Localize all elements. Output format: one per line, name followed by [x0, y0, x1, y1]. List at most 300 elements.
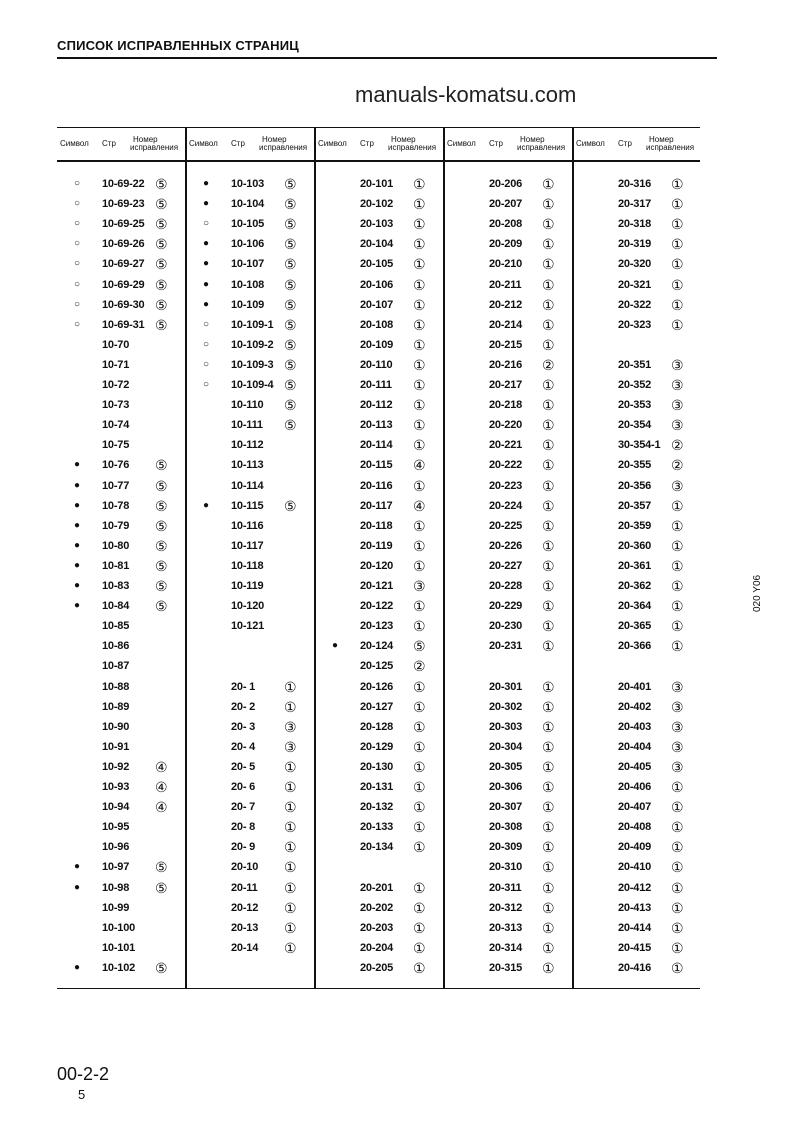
table-row — [315, 597, 444, 615]
page-number: 20-121 — [360, 580, 394, 592]
table-row — [315, 255, 444, 273]
table-row — [444, 758, 573, 776]
page-title: СПИСОК ИСПРАВЛЕННЫХ СТРАНИЦ — [57, 38, 299, 53]
revision-number: ① — [542, 176, 555, 192]
table-row — [573, 517, 702, 535]
revision-number: ① — [284, 919, 297, 936]
revision-symbol: ● — [73, 961, 81, 973]
table-row — [315, 899, 444, 917]
revision-number: ⑤ — [155, 276, 168, 293]
revision-number: ① — [671, 618, 684, 635]
page-number: 10-69-23 — [102, 198, 145, 211]
page-number: 10-115 — [231, 499, 264, 512]
table-row — [573, 597, 702, 615]
revision-number: ② — [671, 457, 684, 474]
revision-number: ⑤ — [155, 216, 168, 233]
table-row — [444, 798, 573, 816]
footer-page-number: 5 — [78, 1087, 86, 1102]
page-number: 10-69-22 — [102, 178, 145, 190]
table-row — [57, 416, 186, 434]
table-row — [444, 899, 573, 917]
table-row — [444, 838, 573, 856]
page-number: 10-119 — [231, 580, 264, 592]
table-row — [573, 637, 702, 655]
table-row — [186, 477, 315, 495]
revision-number: ① — [671, 959, 684, 976]
table-row — [573, 879, 702, 897]
table-row — [573, 778, 702, 796]
revision-symbol: ● — [73, 580, 81, 591]
revision-number: ① — [413, 779, 426, 795]
page-number: 10-99 — [102, 901, 130, 914]
revision-number: ⑤ — [155, 256, 168, 273]
page-number: 30-354-1 — [618, 439, 661, 452]
revision-number: ① — [542, 859, 555, 876]
revision-number: ③ — [671, 356, 684, 373]
table-row — [573, 577, 702, 595]
page-number: 20-225 — [489, 519, 523, 532]
page-number: 20-314 — [489, 941, 523, 954]
table-row — [57, 959, 186, 977]
page-number: 20-210 — [489, 258, 523, 271]
table-row — [573, 798, 702, 816]
table-row — [186, 738, 315, 756]
page-number: 10-118 — [231, 559, 264, 572]
table-row — [315, 215, 444, 233]
header-revision-line2: исправления — [517, 143, 566, 152]
page-number: 20-10 — [231, 861, 259, 874]
page-number: 20- 8 — [231, 821, 256, 834]
revision-number: ① — [284, 799, 297, 816]
revision-number: ① — [413, 598, 426, 615]
table-row — [573, 456, 702, 474]
revision-number: ③ — [671, 758, 684, 775]
revision-number: ① — [413, 196, 426, 213]
table-row — [444, 235, 573, 253]
table-row — [444, 296, 573, 314]
page-number: 20-134 — [360, 841, 394, 854]
page-number: 20-415 — [618, 941, 652, 954]
page-number: 20-122 — [360, 600, 394, 613]
table-row — [444, 255, 573, 273]
table-row — [57, 657, 186, 675]
page-number: 20-206 — [489, 178, 523, 190]
page-number: 10-106 — [231, 238, 265, 251]
table-row — [186, 436, 315, 454]
revision-symbol: ● — [202, 258, 210, 270]
table-row — [573, 296, 702, 314]
page-number: 20-401 — [618, 680, 652, 693]
page-number: 20-133 — [360, 821, 394, 834]
table-row — [57, 436, 186, 454]
column-group — [186, 128, 315, 988]
table-row — [57, 336, 186, 354]
table-row — [444, 195, 573, 213]
header-symbol: Символ — [189, 139, 218, 148]
table-row — [315, 195, 444, 213]
page-number: 20-223 — [489, 479, 523, 492]
revision-number: ⑤ — [155, 959, 168, 976]
table-row — [315, 879, 444, 897]
page-number: 10-69-26 — [102, 238, 145, 251]
table-row — [573, 215, 702, 233]
table-row — [315, 235, 444, 253]
revision-number: ① — [542, 276, 555, 293]
revision-number: ① — [671, 779, 684, 795]
column-group — [444, 128, 573, 988]
revision-number: ① — [542, 196, 555, 213]
page-number: 20-11 — [231, 881, 258, 894]
page-number: 20-131 — [360, 781, 394, 793]
header-symbol: Символ — [447, 139, 476, 148]
table-row — [444, 356, 573, 374]
revision-number: ① — [542, 517, 555, 534]
revision-number: ① — [542, 738, 555, 755]
revision-number: ① — [671, 216, 684, 233]
revision-symbol: ○ — [202, 379, 210, 390]
page-number: 20-114 — [360, 439, 393, 452]
revision-number: ① — [542, 578, 555, 594]
page-number: 20-352 — [618, 379, 652, 391]
table-row — [444, 959, 573, 977]
page-number: 20-105 — [360, 258, 394, 271]
table-row — [315, 718, 444, 736]
table-row — [186, 939, 315, 957]
table-row — [186, 316, 315, 334]
page-number: 20-321 — [618, 278, 652, 291]
page-number: 10-79 — [102, 519, 130, 532]
page-number: 20- 5 — [231, 760, 256, 773]
revision-number: ① — [284, 758, 297, 775]
revision-number: ① — [413, 879, 426, 896]
table-row — [573, 235, 702, 253]
revision-number: ④ — [413, 457, 426, 474]
revision-number: ③ — [671, 738, 684, 755]
table-row — [57, 477, 186, 495]
revision-number: ① — [542, 919, 555, 936]
page-number: 10-84 — [102, 600, 130, 613]
table-row — [57, 718, 186, 736]
revision-number: ① — [542, 758, 555, 775]
page-number: 20-230 — [489, 620, 523, 633]
revision-number: ① — [671, 537, 684, 554]
page-number: 20-323 — [618, 318, 652, 331]
table-row — [57, 818, 186, 836]
revision-number: ① — [413, 216, 426, 233]
table-row — [186, 175, 315, 193]
revision-number: ① — [542, 377, 555, 393]
page-number: 10-72 — [102, 379, 130, 391]
page-number: 20-129 — [360, 740, 394, 753]
revision-symbol: ○ — [202, 338, 210, 350]
table-row — [57, 798, 186, 816]
header-revision-line1: Номер — [649, 135, 674, 144]
revision-number: ① — [671, 819, 684, 836]
revision-number: ① — [542, 939, 555, 956]
page-number: 10-85 — [102, 620, 130, 633]
table-row — [57, 396, 186, 414]
revision-number: ③ — [284, 738, 297, 755]
revision-number: ① — [542, 839, 555, 856]
revision-number: ⑤ — [284, 316, 297, 333]
table-row — [573, 255, 702, 273]
table-row — [57, 517, 186, 535]
revision-number: ③ — [671, 477, 684, 494]
table-row — [57, 235, 186, 253]
revision-number: ① — [284, 779, 297, 795]
revision-number: ① — [671, 919, 684, 936]
page-number: 20-413 — [618, 901, 652, 914]
header-revision-line2: исправления — [388, 143, 437, 152]
revision-number: ① — [542, 437, 555, 454]
page-number: 20-116 — [360, 479, 393, 492]
page-number: 10-73 — [102, 399, 130, 412]
page-number: 10-87 — [102, 660, 130, 673]
page-number: 10-100 — [102, 921, 136, 934]
header-revision — [388, 136, 436, 152]
table-row — [444, 557, 573, 575]
page-number: 20-408 — [618, 821, 652, 834]
header-page: Стр — [489, 139, 503, 148]
page-number: 20-216 — [489, 358, 523, 371]
revision-number: ① — [413, 919, 426, 936]
table-row — [57, 356, 186, 374]
table-row — [57, 838, 186, 856]
revision-number: ⑤ — [155, 578, 168, 594]
table-row — [573, 899, 702, 917]
revision-number: ① — [542, 718, 555, 735]
table-row — [57, 597, 186, 615]
page-number: 10-109-2 — [231, 338, 274, 351]
page-number: 20-360 — [618, 539, 652, 552]
revision-number: ① — [284, 859, 297, 876]
table-row — [444, 537, 573, 555]
table-row — [444, 637, 573, 655]
page-number: 20- 7 — [231, 801, 256, 814]
header-revision — [130, 136, 178, 152]
table-row — [186, 718, 315, 736]
page-number: 20-405 — [618, 760, 652, 773]
revision-symbol: ○ — [73, 278, 81, 290]
page-number: 20-209 — [489, 238, 523, 251]
revision-symbol: ● — [202, 198, 210, 210]
page-number: 10-93 — [102, 781, 130, 793]
revision-number: ① — [671, 296, 684, 313]
revision-number: ① — [413, 236, 426, 253]
table-row — [57, 617, 186, 635]
table-row — [186, 798, 315, 816]
revision-number: ① — [413, 618, 426, 635]
page-number: 20-14 — [231, 941, 259, 954]
table-row — [573, 858, 702, 876]
revision-number: ① — [542, 819, 555, 836]
page-number: 20-104 — [360, 238, 394, 251]
table-row — [57, 316, 186, 334]
table-row — [315, 436, 444, 454]
page-number: 20-12 — [231, 901, 259, 914]
page-number: 20-202 — [360, 901, 394, 914]
page-number: 10-102 — [102, 961, 136, 974]
table-row — [315, 678, 444, 696]
page-number: 10-104 — [231, 198, 265, 211]
table-row — [186, 597, 315, 615]
page-number: 20-319 — [618, 238, 652, 251]
revision-number: ⑤ — [284, 176, 297, 192]
revision-symbol: ○ — [73, 238, 81, 250]
revision-number: ① — [671, 598, 684, 615]
page-number: 20-356 — [618, 479, 652, 492]
table-row — [57, 195, 186, 213]
table-row — [444, 939, 573, 957]
revision-number: ① — [542, 316, 555, 333]
page-number: 10-69-31 — [102, 318, 145, 331]
revision-number: ③ — [671, 397, 684, 414]
page-number: 20-353 — [618, 399, 652, 412]
page-number: 20-125 — [360, 660, 394, 673]
revision-number: ⑤ — [284, 377, 297, 393]
table-row — [57, 537, 186, 555]
table-row — [573, 758, 702, 776]
table-row — [573, 838, 702, 856]
page-number: 20-406 — [618, 781, 652, 793]
page-number: 20-410 — [618, 861, 652, 874]
page-number: 10-80 — [102, 539, 130, 552]
page-number: 20-126 — [360, 680, 394, 693]
side-code: 020 Y06 — [752, 574, 763, 612]
header-revision-line2: исправления — [259, 143, 308, 152]
page-number: 20-203 — [360, 921, 394, 934]
table-row — [444, 336, 573, 354]
revision-number: ① — [671, 799, 684, 816]
header-page: Стр — [231, 139, 245, 148]
table-row — [444, 436, 573, 454]
revision-number: ④ — [413, 497, 426, 514]
table-row — [444, 517, 573, 535]
page-number: 20-123 — [360, 620, 394, 633]
page-number: 10-90 — [102, 720, 130, 733]
page-number: 10-96 — [102, 841, 130, 854]
page-number: 10-70 — [102, 338, 130, 351]
page-number: 20-204 — [360, 941, 394, 954]
table-row — [573, 919, 702, 937]
table-row — [573, 718, 702, 736]
table-row — [315, 296, 444, 314]
page-number: 20-313 — [489, 921, 523, 934]
table-row — [57, 296, 186, 314]
revision-number: ① — [542, 256, 555, 273]
table-row — [573, 818, 702, 836]
revision-number: ① — [542, 638, 555, 655]
column-group — [315, 128, 444, 988]
revision-number: ① — [413, 959, 426, 976]
revision-number: ① — [413, 718, 426, 735]
table-row — [315, 376, 444, 394]
table-row — [186, 456, 315, 474]
table-row — [444, 577, 573, 595]
table-row — [315, 497, 444, 515]
table-row — [444, 698, 573, 716]
page-number: 20-101 — [360, 178, 394, 190]
table-row — [315, 698, 444, 716]
table-row — [57, 557, 186, 575]
revision-number: ⑤ — [284, 336, 297, 353]
page-number: 10-75 — [102, 439, 130, 452]
page-number: 20-120 — [360, 559, 394, 572]
page-number: 10-69-30 — [102, 298, 145, 311]
page-number: 20-301 — [489, 680, 523, 693]
revision-symbol: ● — [202, 238, 210, 250]
revision-number: ① — [542, 678, 555, 695]
revision-number: ⑤ — [155, 196, 168, 213]
revision-number: ⑤ — [413, 638, 426, 655]
revision-number: ① — [284, 899, 297, 916]
page-number: 10-83 — [102, 580, 130, 592]
table-row — [444, 657, 573, 675]
revision-number: ① — [671, 316, 684, 333]
header-revision — [259, 136, 307, 152]
table-row — [444, 738, 573, 756]
page-number: 10-91 — [102, 740, 130, 753]
revision-number: ① — [413, 256, 426, 273]
page-number: 10-97 — [102, 861, 130, 874]
revision-number: ③ — [671, 377, 684, 393]
page-number: 20-211 — [489, 278, 522, 291]
page-number: 20-306 — [489, 781, 523, 793]
revision-number: ③ — [671, 698, 684, 715]
revision-number: ① — [413, 678, 426, 695]
revision-number: ⑤ — [284, 497, 297, 514]
revision-symbol: ● — [202, 298, 210, 310]
table-row — [57, 939, 186, 957]
revision-number: ① — [542, 959, 555, 976]
table-row — [444, 617, 573, 635]
table-row — [444, 175, 573, 193]
table-row — [186, 778, 315, 796]
page-number: 20-320 — [618, 258, 652, 271]
page-number: 20-128 — [360, 720, 394, 733]
page-number: 20- 2 — [231, 700, 256, 713]
revision-number: ① — [671, 557, 684, 574]
page-number: 10-109 — [231, 298, 265, 311]
table-row — [186, 537, 315, 555]
page-number: 20-222 — [489, 459, 523, 472]
revision-number: ② — [413, 658, 426, 675]
revision-number: ① — [671, 578, 684, 594]
page-number: 20-362 — [618, 580, 652, 592]
revision-number: ③ — [413, 578, 426, 594]
page-number: 20-132 — [360, 801, 394, 814]
revision-number: ① — [542, 598, 555, 615]
page-number: 20-308 — [489, 821, 523, 834]
revision-number: ① — [413, 296, 426, 313]
header-revision-line1: Номер — [520, 135, 545, 144]
table-row — [315, 637, 444, 655]
page-number: 20-127 — [360, 700, 394, 713]
revision-number: ① — [284, 819, 297, 836]
page-number: 10-109-4 — [231, 379, 274, 391]
revision-number: ① — [284, 698, 297, 715]
revision-number: ① — [671, 939, 684, 956]
table-row — [573, 537, 702, 555]
table-row — [57, 255, 186, 273]
revision-number: ② — [542, 356, 555, 373]
revision-number: ① — [413, 738, 426, 755]
page-number: 20-316 — [618, 178, 652, 190]
table-row — [573, 959, 702, 977]
page-number: 20- 6 — [231, 781, 256, 793]
revision-number: ① — [542, 698, 555, 715]
table-row — [573, 477, 702, 495]
